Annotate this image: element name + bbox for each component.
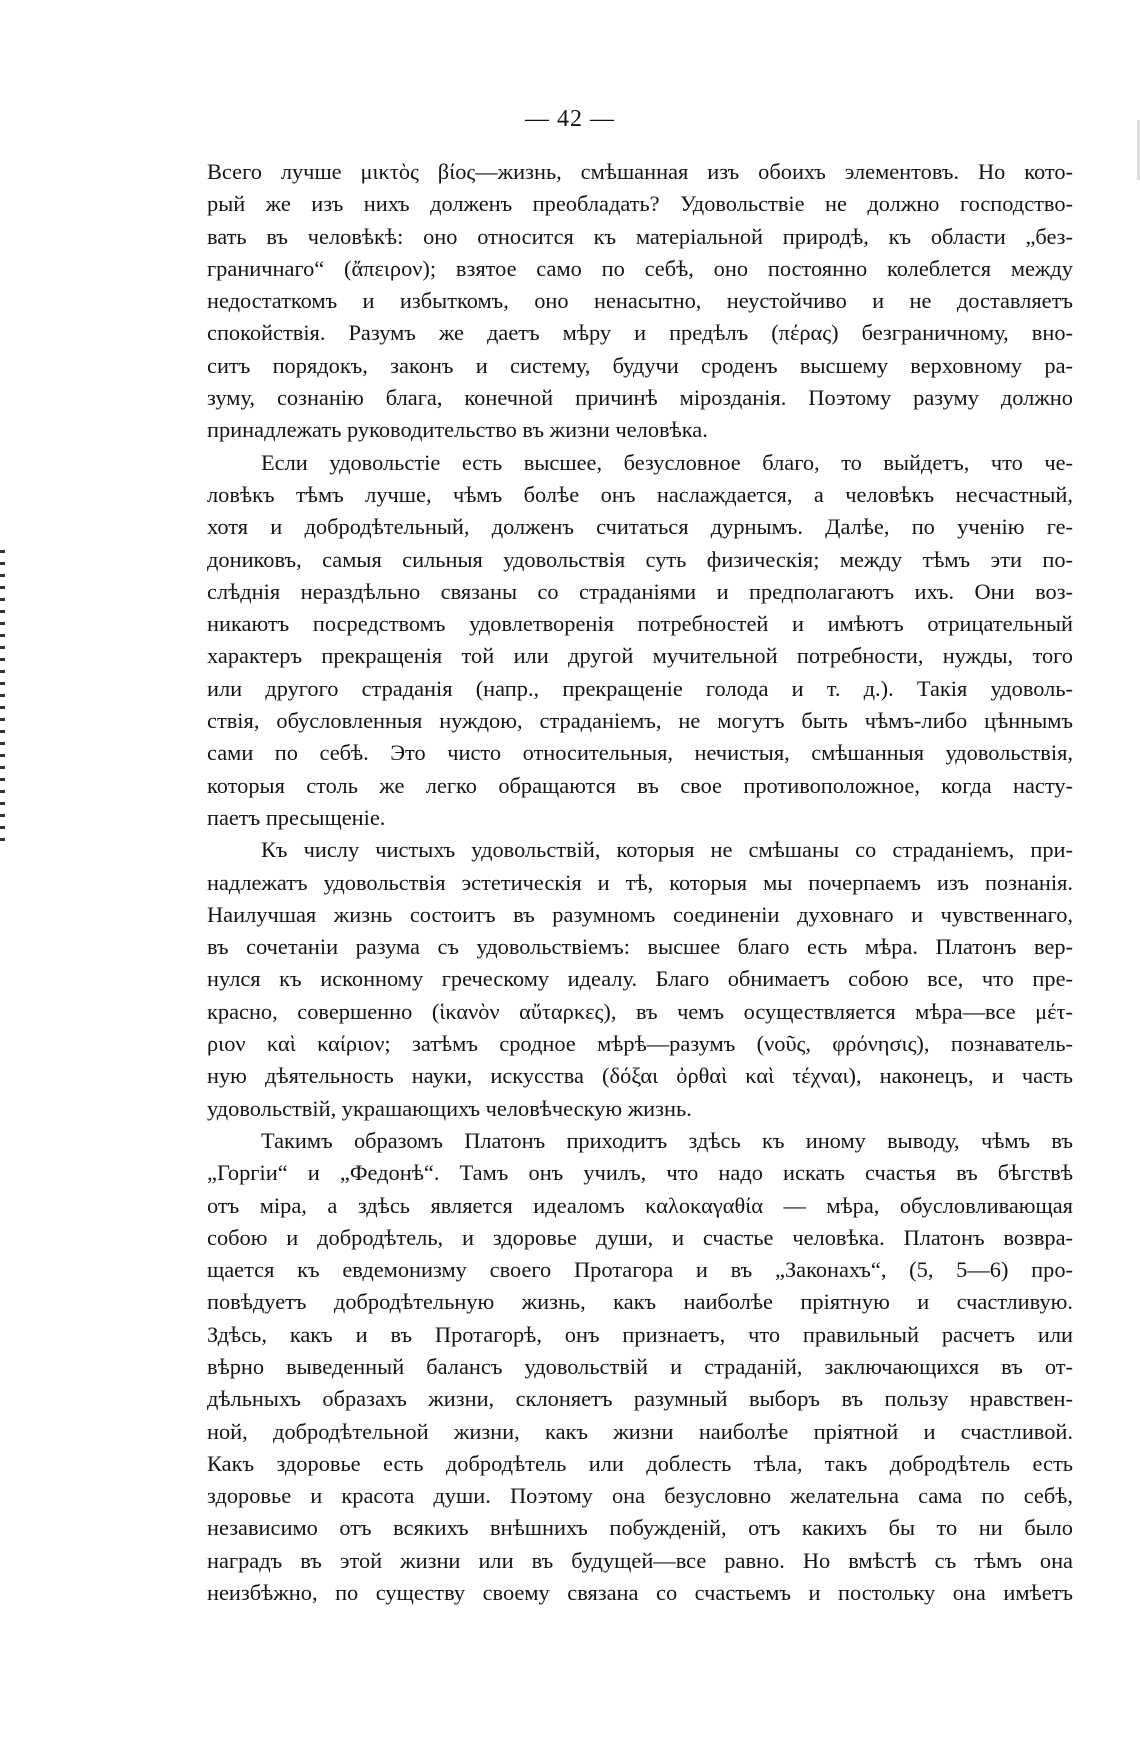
paragraph-2 bbox=[207, 447, 1073, 835]
page-number: — 42 — bbox=[525, 106, 615, 132]
text-line: или другого страданія (напр., прекращеніе голода и т. д.). Такія удоволь- bbox=[207, 675, 1073, 701]
text-line: дѣльныхъ образахъ жизни, склоняетъ разумный выборъ въ пользу нравствен- bbox=[207, 1386, 1073, 1412]
text-line: собою и добродѣтель, и здоровье души, и счастье человѣка. Платонъ возвра- bbox=[207, 1224, 1073, 1250]
body-text bbox=[207, 156, 1073, 1609]
text-line: Наилучшая жизнь состоитъ въ разумномъ соединеніи духовнаго и чувственнаго, bbox=[207, 901, 1073, 927]
text-line: хотя и добродѣтельный, долженъ считаться дурнымъ. Далѣе, по ученію ге- bbox=[207, 514, 1073, 540]
text-line: слѣднія нераздѣльно связаны со страданіями и предполагаютъ ихъ. Они воз- bbox=[207, 578, 1073, 604]
text-line: никаютъ посредствомъ удовлетворенія потребностей и имѣютъ отрицательный bbox=[207, 611, 1073, 637]
binding-edge-marks bbox=[0, 550, 8, 890]
paragraph-3 bbox=[207, 834, 1073, 1125]
text-line: надлежатъ удовольствія эстетическія и тѣ, которыя мы почерпаемъ изъ познанія. bbox=[207, 869, 1073, 895]
text-line: принадлежать руководительство въ жизни человѣка. bbox=[207, 417, 708, 443]
text-line: ную дѣятельность науки, искусства (δόξαι ὀρθαὶ καὶ τέχναι), наконецъ, и часть bbox=[207, 1063, 1073, 1089]
text-line: ной, добродѣтельной жизни, какъ жизни наиболѣе пріятной и счастливой. bbox=[207, 1418, 1073, 1444]
text-line: паетъ пресыщеніе. bbox=[207, 804, 386, 830]
text-line: Къ числу чистыхъ удовольствій, которыя не смѣшаны со страданіемъ, при- bbox=[261, 837, 1073, 863]
text-line: ствія, обусловленныя нуждою, страданіемъ, не могутъ быть чѣмъ-либо цѣннымъ bbox=[207, 708, 1073, 734]
text-line: Такимъ образомъ Платонъ приходитъ здѣсь къ иному выводу, чѣмъ въ bbox=[261, 1127, 1073, 1153]
paragraph-4 bbox=[207, 1125, 1073, 1609]
text-line: красно, совершенно (ἱκανὸν αὔταρκες), въ чемъ осуществляется мѣра—все μέτ- bbox=[207, 998, 1073, 1024]
text-line: ситъ порядокъ, законъ и систему, будучи сроденъ высшему верховному ра- bbox=[207, 352, 1073, 378]
text-line: характеръ прекращенія той или другой мучительной потребности, нужды, того bbox=[207, 643, 1073, 669]
text-line: граничнаго“ (ἄπειρον); взятое само по себѣ, оно постоянно колеблется между bbox=[207, 255, 1073, 281]
text-line: Если удовольстіе есть высшее, безусловное благо, то выйдетъ, что че- bbox=[261, 449, 1073, 475]
text-line: зуму, сознанію блага, конечной причинѣ мірозданія. Поэтому разуму должно bbox=[207, 385, 1073, 411]
text-line: въ сочетаніи разума съ удовольствіемъ: высшее благо есть мѣра. Платонъ вер- bbox=[207, 934, 1073, 960]
text-line: Какъ здоровье есть добродѣтель или доблесть тѣла, такъ добродѣтель есть bbox=[207, 1450, 1073, 1476]
text-line: нулся къ исконному греческому идеалу. Благо обнимаетъ собою все, что пре- bbox=[207, 966, 1073, 992]
text-line: вать въ человѣкѣ: оно относится къ матеріальной природѣ, къ области „без- bbox=[207, 223, 1073, 249]
text-line: удовольствій, украшающихъ человѣческую жизнь. bbox=[207, 1095, 692, 1121]
text-line: дониковъ, самыя сильныя удовольствія суть физическія; между тѣмъ эти по- bbox=[207, 546, 1073, 572]
text-line: недостаткомъ и избыткомъ, оно ненасытно, неустойчиво и не доставляетъ bbox=[207, 288, 1073, 314]
text-line: вѣрно выведенный балансъ удовольствій и страданій, заключающихся въ от- bbox=[207, 1353, 1073, 1379]
text-line: „Горгіи“ и „Федонѣ“. Тамъ онъ училъ, что надо искать счастья въ бѣгствѣ bbox=[207, 1160, 1073, 1186]
text-line: ловѣкъ тѣмъ лучше, чѣмъ болѣе онъ наслаждается, а человѣкъ несчастный, bbox=[207, 481, 1073, 507]
text-line: здоровье и красота души. Поэтому она безусловно желательна сама по себѣ, bbox=[207, 1483, 1073, 1509]
text-line: отъ міра, а здѣсь является идеаломъ καλοκαγαθία — мѣра, обусловливающая bbox=[207, 1192, 1073, 1218]
paragraph-1 bbox=[207, 156, 1073, 447]
text-line: щается къ евдемонизму своего Протагора и въ „Законахъ“, (5, 5—6) про- bbox=[207, 1257, 1073, 1283]
text-line: спокойствія. Разумъ же даетъ мѣру и предѣлъ (πέρας) безграничному, вно- bbox=[207, 320, 1073, 346]
text-line: сами по себѣ. Это чисто относительныя, нечистыя, смѣшанныя удовольствія, bbox=[207, 740, 1073, 766]
text-line: неизбѣжно, по существу своему связана со счастьемъ и постольку она имѣетъ bbox=[207, 1580, 1073, 1606]
text-line: Здѣсь, какъ и въ Протагорѣ, онъ признаетъ, что правильный расчетъ или bbox=[207, 1321, 1073, 1347]
text-line: повѣдуетъ добродѣтельную жизнь, какъ наиболѣе пріятную и счастливую. bbox=[207, 1289, 1073, 1315]
text-line: независимо отъ всякихъ внѣшнихъ побужденій, отъ какихъ бы то ни было bbox=[207, 1515, 1073, 1541]
text-line: которыя столь же легко обращаются въ свое противоположное, когда насту- bbox=[207, 772, 1073, 798]
text-line: Всего лучше μικτὸς βίος—жизнь, смѣшанная изъ обоихъ элементовъ. Но кото- bbox=[207, 159, 1073, 184]
text-line: наградъ въ этой жизни или въ будущей—все равно. Но вмѣстѣ съ тѣмъ она bbox=[207, 1547, 1073, 1573]
text-line: рый же изъ нихъ долженъ преобладать? Удовольствіе не должно господство- bbox=[207, 191, 1073, 217]
text-line: ριον καὶ καίριον; затѣмъ сродное мѣрѣ—разумъ (νοῦς, φρόνησις), познаватель- bbox=[207, 1031, 1073, 1057]
